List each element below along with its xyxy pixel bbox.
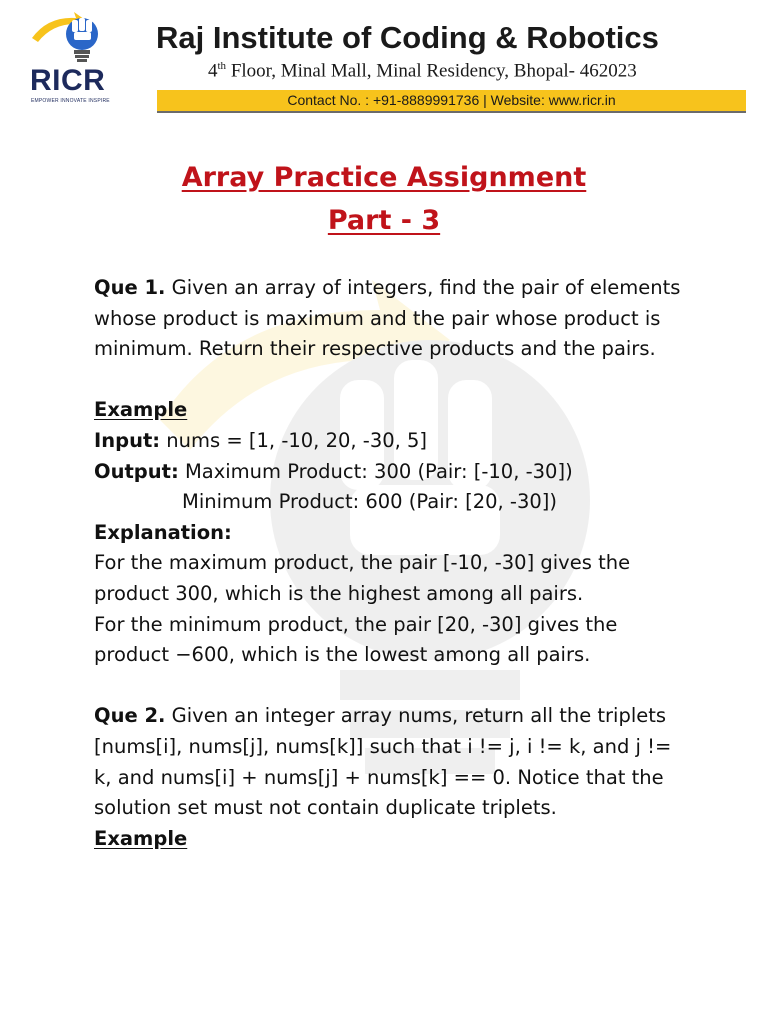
ricr-logo <box>18 8 138 112</box>
input-label: Input: <box>94 428 161 452</box>
address-floor-suffix: th <box>217 60 227 72</box>
question-1-label: Que 1. <box>94 276 166 299</box>
explanation-label: Explanation: <box>94 520 232 544</box>
assignment-title: Array Practice Assignment <box>181 162 587 193</box>
input-value: nums = [1, -10, 20, -30, 5] <box>160 428 428 452</box>
logo-tagline: EMPOWER INNOVATE INSPIRE <box>31 98 110 104</box>
explanation-1: For the maximum product, the pair [-10, -30] gives the product 300, which is the highest among all pairs. <box>94 551 631 605</box>
explanation-2: For the minimum product, the pair [20, -30] gives the product −600, which is the lowest among all pairs. <box>94 612 618 667</box>
contact-bar <box>157 90 746 113</box>
example-heading-1: Example <box>94 398 188 422</box>
question-1-text: Given an array of integers, find the pair of elements whose product is maximum and the pair whose product is minimum. Return their respective products and the pairs. <box>94 276 681 361</box>
output-line-2: Minimum Product: 600 (Pair: [20, -30]) <box>182 490 557 514</box>
contact-line: Contact No. : +91-8889991736 | Website: www.ricr.in <box>287 92 616 108</box>
example-input <box>94 426 694 457</box>
question-2 <box>94 701 694 823</box>
bulb-hand-icon <box>18 8 138 68</box>
assignment-content <box>94 273 694 854</box>
question-2-label: Que 2. <box>94 704 166 728</box>
output-line-1: Maximum Product: 300 (Pair: [-10, -30]) <box>178 459 573 483</box>
institute-address <box>208 60 637 82</box>
address-rest: Floor, Minal Mall, Minal Residency, Bhopal- 462023 <box>226 60 637 82</box>
logo-text: RICR <box>30 64 106 97</box>
question-1 <box>94 273 694 365</box>
example-heading-2: Example <box>94 826 188 850</box>
question-2-text: Given an integer array nums, return all the triplets [nums[i], nums[j], nums[k]] such that i != j, i != k, and j != k, and nums[i] + nums[j] + nums[k] == 0. Notice that the solution set must not contain duplicate triplets. <box>94 704 672 820</box>
output-label: Output: <box>94 459 179 483</box>
institute-name: Raj Institute of Coding & Robotics <box>156 20 659 55</box>
address-floor-number: 4 <box>208 60 218 82</box>
page-header <box>0 0 768 118</box>
assignment-part: Part - 3 <box>327 205 441 236</box>
example-output <box>94 457 694 488</box>
